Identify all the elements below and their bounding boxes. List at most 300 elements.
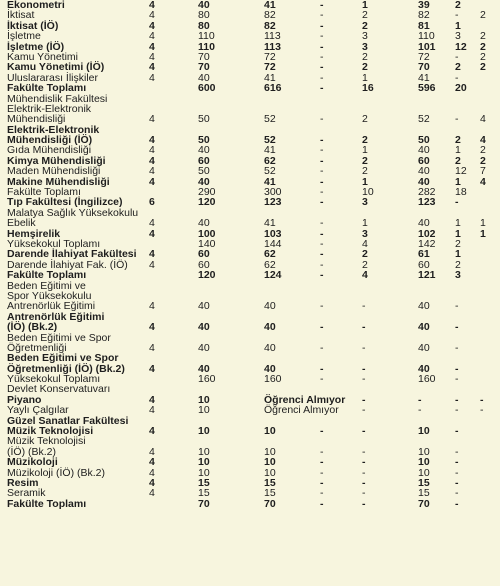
min-score-cell: - <box>480 404 484 417</box>
vacant-cell: 1 <box>455 175 461 188</box>
total-quota-cell: 144 <box>264 237 282 250</box>
table-row <box>0 384 500 394</box>
base-quota-cell: 290 <box>198 186 216 199</box>
vacant-cell: - <box>455 341 459 354</box>
base-quota-cell: 50 <box>198 113 210 126</box>
vacant-cell: - <box>455 425 459 438</box>
placed-cell: 40 <box>418 321 430 334</box>
extra-quota-2-cell: 2 <box>362 19 368 32</box>
min-score-cell: - <box>480 393 484 406</box>
placed-cell: 10 <box>418 466 430 479</box>
extra-quota-1-cell: - <box>320 82 324 95</box>
base-quota-cell: 70 <box>198 61 210 74</box>
program-name-cell: Makine Mühendisliği <box>7 175 110 188</box>
program-name-cell: Beden Eğitimi ve Spor <box>7 352 119 365</box>
vacant-cell: 2 <box>455 154 461 167</box>
program-name-cell: İşletme <box>7 30 41 43</box>
program-name-cell: Antrenörlük Eğitimi <box>7 300 96 313</box>
duration-cell: 4 <box>149 258 155 271</box>
total-quota-cell: 41 <box>264 0 276 11</box>
total-quota-cell: Öğrenci Almıyor <box>264 404 339 417</box>
program-name-cell: Mühendisliği <box>7 113 66 126</box>
vacant-cell: - <box>455 393 459 406</box>
duration-cell: 4 <box>149 341 155 354</box>
extra-quota-1-cell: - <box>320 487 324 500</box>
total-quota-cell: 123 <box>264 196 282 209</box>
vacant-cell: - <box>455 50 459 63</box>
extra-quota-1-cell: - <box>320 154 324 167</box>
extra-quota-2-cell: 3 <box>362 196 368 209</box>
base-quota-cell: 110 <box>198 40 215 53</box>
base-quota-cell: 60 <box>198 154 210 167</box>
total-quota-cell: 103 <box>264 227 282 240</box>
program-name-cell: Elektrik-Elektronik <box>7 102 92 115</box>
base-quota-cell: 40 <box>198 300 210 313</box>
vacant-cell: - <box>455 476 459 489</box>
vacant-cell: - <box>455 71 459 84</box>
extra-quota-2-cell: - <box>362 373 366 386</box>
total-quota-cell: 41 <box>264 175 276 188</box>
program-name-cell: Resim <box>7 476 39 489</box>
vacant-cell: - <box>455 445 459 458</box>
duration-cell: 4 <box>149 476 155 489</box>
total-quota-cell: 72 <box>264 50 276 63</box>
program-name-cell: İktisat (İÖ) <box>7 19 59 32</box>
program-name-cell: Müzikoloji (İÖ) (Bk.2) <box>7 466 106 479</box>
placed-cell: 60 <box>418 258 430 271</box>
duration-cell: 4 <box>149 144 155 157</box>
extra-quota-1-cell: - <box>320 497 324 510</box>
duration-cell: 4 <box>149 154 155 167</box>
duration-cell: 4 <box>149 9 155 22</box>
base-quota-cell: 15 <box>198 476 210 489</box>
extra-quota-2-cell: 2 <box>362 113 368 126</box>
base-quota-cell: 40 <box>198 341 210 354</box>
extra-quota-1-cell: - <box>320 30 324 43</box>
table-row <box>0 499 500 509</box>
duration-cell: 4 <box>149 487 155 500</box>
total-quota-cell: 40 <box>264 300 276 313</box>
program-name-cell: Yaylı Çalgılar <box>7 404 69 417</box>
program-name-cell: Darende İlahiyat Fakültesi <box>7 248 137 261</box>
extra-quota-2-cell: 2 <box>362 50 368 63</box>
extra-quota-1-cell: - <box>320 9 324 22</box>
extra-quota-1-cell: - <box>320 196 324 209</box>
placed-cell: 282 <box>418 186 436 199</box>
vacant-cell: 3 <box>455 269 461 282</box>
extra-quota-1-cell: - <box>320 466 324 479</box>
base-quota-cell: 50 <box>198 134 210 147</box>
vacant-cell: - <box>455 9 459 22</box>
total-quota-cell: 616 <box>264 82 282 95</box>
placed-cell: 596 <box>418 82 436 95</box>
extra-quota-2-cell: 1 <box>362 175 368 188</box>
placed-cell: 101 <box>418 40 436 53</box>
extra-quota-2-cell: - <box>362 476 366 489</box>
vacant-cell: - <box>455 321 459 334</box>
program-name-cell: Kamu Yönetimi (İÖ) <box>7 61 105 74</box>
program-name-cell: Piyano <box>7 393 42 406</box>
min-score-cell: 1 <box>480 227 486 240</box>
program-name-cell: Devlet Konservatuvarı <box>7 383 111 396</box>
min-score-cell: 2 <box>480 9 486 22</box>
base-quota-cell: 160 <box>198 373 216 386</box>
vacant-cell: 3 <box>455 30 461 43</box>
base-quota-cell: 10 <box>198 425 210 438</box>
extra-quota-1-cell: - <box>320 50 324 63</box>
base-quota-cell: 40 <box>198 362 210 375</box>
program-name-cell: Mühendisliği (İÖ) <box>7 134 93 147</box>
placed-cell: 60 <box>418 154 430 167</box>
vacant-cell: - <box>455 487 459 500</box>
vacant-cell: - <box>455 456 459 469</box>
extra-quota-2-cell: 10 <box>362 186 374 199</box>
extra-quota-1-cell: - <box>320 134 324 147</box>
extra-quota-2-cell: 16 <box>362 82 374 95</box>
total-quota-cell: 40 <box>264 362 276 375</box>
extra-quota-2-cell: - <box>362 393 366 406</box>
duration-cell: 4 <box>149 19 155 32</box>
program-name-cell: Yüksekokul Toplamı <box>7 237 101 250</box>
program-name-cell: Seramik <box>7 487 46 500</box>
extra-quota-2-cell: 3 <box>362 30 368 43</box>
base-quota-cell: 50 <box>198 165 210 178</box>
base-quota-cell: 15 <box>198 487 210 500</box>
vacant-cell: - <box>455 113 459 126</box>
base-quota-cell: 70 <box>198 50 210 63</box>
min-score-cell: 7 <box>480 165 486 178</box>
duration-cell: 4 <box>149 404 155 417</box>
extra-quota-2-cell: - <box>362 300 366 313</box>
vacant-cell: - <box>455 196 459 209</box>
total-quota-cell: 15 <box>264 487 276 500</box>
total-quota-cell: 41 <box>264 71 276 84</box>
total-quota-cell: Öğrenci Almıyor <box>264 393 346 406</box>
placed-cell: 110 <box>418 30 435 43</box>
duration-cell: 4 <box>149 50 155 63</box>
base-quota-cell: 40 <box>198 144 210 157</box>
extra-quota-2-cell: - <box>362 321 366 334</box>
duration-cell: 4 <box>149 0 155 11</box>
min-score-cell: 2 <box>480 154 486 167</box>
program-name-cell: İşletme (İÖ) <box>7 40 65 53</box>
base-quota-cell: 10 <box>198 404 210 417</box>
extra-quota-2-cell: - <box>362 487 366 500</box>
extra-quota-1-cell: - <box>320 113 324 126</box>
table-row <box>0 322 500 332</box>
program-name-cell: Gıda Mühendisliği <box>7 144 92 157</box>
extra-quota-1-cell: - <box>320 341 324 354</box>
vacant-cell: 18 <box>455 186 467 199</box>
base-quota-cell: 40 <box>198 175 210 188</box>
duration-cell: 4 <box>149 40 155 53</box>
extra-quota-1-cell: - <box>320 227 324 240</box>
vacant-cell: 1 <box>455 248 461 261</box>
placed-cell: 160 <box>418 373 436 386</box>
base-quota-cell: 40 <box>198 0 210 11</box>
min-score-cell: 2 <box>480 40 486 53</box>
vacant-cell: - <box>455 300 459 313</box>
duration-cell: 4 <box>149 425 155 438</box>
base-quota-cell: 10 <box>198 393 210 406</box>
placed-cell: 72 <box>418 50 430 63</box>
extra-quota-1-cell: - <box>320 71 324 84</box>
extra-quota-2-cell: 2 <box>362 258 368 271</box>
placed-cell: 10 <box>418 425 430 438</box>
program-name-cell: Fakülte Toplamı <box>7 82 87 95</box>
placed-cell: - <box>418 393 422 406</box>
placed-cell: 40 <box>418 300 430 313</box>
total-quota-cell: 52 <box>264 113 276 126</box>
min-score-cell: 2 <box>480 144 486 157</box>
base-quota-cell: 40 <box>198 71 210 84</box>
duration-cell: 4 <box>149 61 155 74</box>
extra-quota-1-cell: - <box>320 19 324 32</box>
extra-quota-2-cell: - <box>362 466 366 479</box>
program-name-cell: (İÖ) (Bk.2) <box>7 321 58 334</box>
total-quota-cell: 82 <box>264 19 276 32</box>
total-quota-cell: 10 <box>264 445 276 458</box>
program-name-cell: Müzik Teknolojisi <box>7 425 94 438</box>
program-name-cell: Elektrik-Elektronik <box>7 123 100 136</box>
extra-quota-2-cell: - <box>362 497 366 510</box>
base-quota-cell: 120 <box>198 196 216 209</box>
extra-quota-1-cell: - <box>320 0 324 11</box>
extra-quota-1-cell: - <box>320 217 324 230</box>
duration-cell: 4 <box>149 217 155 230</box>
vacant-cell: - <box>455 404 459 417</box>
duration-cell: 4 <box>149 113 155 126</box>
min-score-cell: 1 <box>480 217 486 230</box>
placed-cell: 15 <box>418 476 430 489</box>
extra-quota-1-cell: - <box>320 300 324 313</box>
vacant-cell: 20 <box>455 82 467 95</box>
program-name-cell: Fakülte Toplamı <box>7 186 81 199</box>
extra-quota-1-cell: - <box>320 269 324 282</box>
total-quota-cell: 72 <box>264 61 276 74</box>
duration-cell: 4 <box>149 466 155 479</box>
base-quota-cell: 60 <box>198 248 210 261</box>
program-name-cell: Müzik Teknolojisi <box>7 435 86 448</box>
table-row <box>0 395 500 405</box>
table-row <box>0 270 500 280</box>
program-name-cell: Müzikoloji <box>7 456 58 469</box>
base-quota-cell: 60 <box>198 258 210 271</box>
extra-quota-2-cell: 1 <box>362 0 368 11</box>
extra-quota-1-cell: - <box>320 321 324 334</box>
extra-quota-1-cell: - <box>320 445 324 458</box>
extra-quota-2-cell: - <box>362 456 366 469</box>
total-quota-cell: 41 <box>264 217 276 230</box>
total-quota-cell: 62 <box>264 154 276 167</box>
total-quota-cell: 52 <box>264 134 276 147</box>
total-quota-cell: 10 <box>264 456 276 469</box>
placed-cell: 40 <box>418 217 430 230</box>
extra-quota-2-cell: 2 <box>362 165 368 178</box>
placed-cell: 40 <box>418 362 430 375</box>
placed-cell: 142 <box>418 237 436 250</box>
extra-quota-2-cell: 2 <box>362 9 368 22</box>
extra-quota-1-cell: - <box>320 248 324 261</box>
extra-quota-1-cell: - <box>320 425 324 438</box>
placed-cell: 10 <box>418 445 430 458</box>
extra-quota-1-cell: - <box>320 165 324 178</box>
vacant-cell: 2 <box>455 134 461 147</box>
base-quota-cell: 120 <box>198 269 216 282</box>
extra-quota-1-cell: - <box>320 476 324 489</box>
min-score-cell: 2 <box>480 30 486 43</box>
program-name-cell: Darende İlahiyat Fak. (İÖ) <box>7 258 128 271</box>
total-quota-cell: 52 <box>264 165 276 178</box>
total-quota-cell: 10 <box>264 425 276 438</box>
duration-cell: 4 <box>149 71 155 84</box>
total-quota-cell: 124 <box>264 269 282 282</box>
extra-quota-1-cell: - <box>320 456 324 469</box>
vacant-cell: 1 <box>455 19 461 32</box>
program-name-cell: Ebelik <box>7 217 36 230</box>
vacant-cell: 1 <box>455 217 461 230</box>
vacant-cell: 2 <box>455 61 461 74</box>
base-quota-cell: 10 <box>198 456 210 469</box>
duration-cell: 4 <box>149 175 155 188</box>
base-quota-cell: 80 <box>198 19 210 32</box>
table-row <box>0 31 500 41</box>
duration-cell: 4 <box>149 227 155 240</box>
total-quota-cell: 70 <box>264 497 276 510</box>
placed-cell: 39 <box>418 0 430 11</box>
extra-quota-2-cell: 2 <box>362 154 368 167</box>
extra-quota-2-cell: - <box>362 404 366 417</box>
extra-quota-2-cell: - <box>362 425 366 438</box>
placed-cell: - <box>418 404 422 417</box>
placed-cell: 15 <box>418 487 430 500</box>
total-quota-cell: 113 <box>264 40 281 53</box>
extra-quota-2-cell: 2 <box>362 248 368 261</box>
base-quota-cell: 110 <box>198 30 215 43</box>
program-name-cell: Beden Eğitimi ve <box>7 279 86 292</box>
min-score-cell: 2 <box>480 50 486 63</box>
program-name-cell: (İÖ) (Bk.2) <box>7 445 56 458</box>
total-quota-cell: 41 <box>264 144 276 157</box>
base-quota-cell: 600 <box>198 82 216 95</box>
vacant-cell: 12 <box>455 165 467 178</box>
vacant-cell: 2 <box>455 0 461 11</box>
base-quota-cell: 70 <box>198 497 210 510</box>
duration-cell: 4 <box>149 321 155 334</box>
program-name-cell: İktisat <box>7 9 35 22</box>
placed-cell: 81 <box>418 19 430 32</box>
min-score-cell: 4 <box>480 134 486 147</box>
vacant-cell: 12 <box>455 40 467 53</box>
extra-quota-2-cell: 2 <box>362 134 368 147</box>
duration-cell: 4 <box>149 248 155 261</box>
base-quota-cell: 10 <box>198 466 210 479</box>
total-quota-cell: 62 <box>264 248 276 261</box>
program-name-cell: Kimya Mühendisliği <box>7 154 106 167</box>
total-quota-cell: 300 <box>264 186 282 199</box>
vacant-cell: 2 <box>455 258 461 271</box>
vacant-cell: 1 <box>455 227 461 240</box>
placed-cell: 40 <box>418 341 430 354</box>
extra-quota-1-cell: - <box>320 61 324 74</box>
program-name-cell: Antrenörlük Eğitimi <box>7 310 105 323</box>
duration-cell: 4 <box>149 30 155 43</box>
vacant-cell: - <box>455 497 459 510</box>
program-name-cell: Ekonometri <box>7 0 65 11</box>
base-quota-cell: 140 <box>198 237 216 250</box>
placed-cell: 52 <box>418 113 430 126</box>
duration-cell: 4 <box>149 393 155 406</box>
min-score-cell: 4 <box>480 175 486 188</box>
vacant-cell: - <box>455 466 459 479</box>
duration-cell: 4 <box>149 362 155 375</box>
program-name-cell: Yüksekokul Toplamı <box>7 373 101 386</box>
program-name-cell: Uluslararası İlişkiler <box>7 71 99 84</box>
placed-cell: 41 <box>418 71 430 84</box>
min-score-cell: 2 <box>480 61 486 74</box>
extra-quota-1-cell: - <box>320 373 324 386</box>
placed-cell: 121 <box>418 269 436 282</box>
placed-cell: 70 <box>418 61 430 74</box>
base-quota-cell: 100 <box>198 227 216 240</box>
placed-cell: 40 <box>418 144 430 157</box>
base-quota-cell: 10 <box>198 445 210 458</box>
extra-quota-2-cell: 1 <box>362 71 368 84</box>
program-name-cell: Kamu Yönetimi <box>7 50 79 63</box>
program-name-cell: Maden Mühendisliği <box>7 165 101 178</box>
placed-cell: 70 <box>418 497 430 510</box>
total-quota-cell: 40 <box>264 321 276 334</box>
base-quota-cell: 80 <box>198 9 210 22</box>
program-name-cell: Mühendislik Fakültesi <box>7 92 108 105</box>
placed-cell: 10 <box>418 456 430 469</box>
extra-quota-1-cell: - <box>320 186 324 199</box>
duration-cell: 4 <box>149 300 155 313</box>
placed-cell: 40 <box>418 165 430 178</box>
total-quota-cell: 10 <box>264 466 276 479</box>
placed-cell: 61 <box>418 248 430 261</box>
duration-cell: 4 <box>149 456 155 469</box>
vacant-cell: - <box>455 373 459 386</box>
vacant-cell: 1 <box>455 144 461 157</box>
vacant-cell: 2 <box>455 237 461 250</box>
placed-cell: 123 <box>418 196 436 209</box>
total-quota-cell: 160 <box>264 373 282 386</box>
extra-quota-1-cell: - <box>320 175 324 188</box>
program-name-cell: Spor Yüksekokulu <box>7 289 92 302</box>
table-row <box>0 83 500 93</box>
placed-cell: 50 <box>418 134 430 147</box>
extra-quota-1-cell: - <box>320 237 324 250</box>
placed-cell: 102 <box>418 227 436 240</box>
program-name-cell: Hemşirelik <box>7 227 61 240</box>
program-name-cell: Tıp Fakültesi (İngilizce) <box>7 196 123 209</box>
total-quota-cell: 113 <box>264 30 281 43</box>
extra-quota-1-cell: - <box>320 144 324 157</box>
extra-quota-2-cell: 4 <box>362 269 368 282</box>
extra-quota-2-cell: - <box>362 445 366 458</box>
min-score-cell: 4 <box>480 113 486 126</box>
program-name-cell: Güzel Sanatlar Fakültesi <box>7 414 129 427</box>
extra-quota-1-cell: - <box>320 258 324 271</box>
extra-quota-2-cell: - <box>362 341 366 354</box>
duration-cell: 4 <box>149 134 155 147</box>
program-name-cell: Öğretmenliği (İÖ) (Bk.2) <box>7 362 125 375</box>
program-name-cell: Öğretmenliği <box>7 341 67 354</box>
extra-quota-2-cell: 2 <box>362 61 368 74</box>
total-quota-cell: 62 <box>264 258 276 271</box>
extra-quota-1-cell: - <box>320 362 324 375</box>
